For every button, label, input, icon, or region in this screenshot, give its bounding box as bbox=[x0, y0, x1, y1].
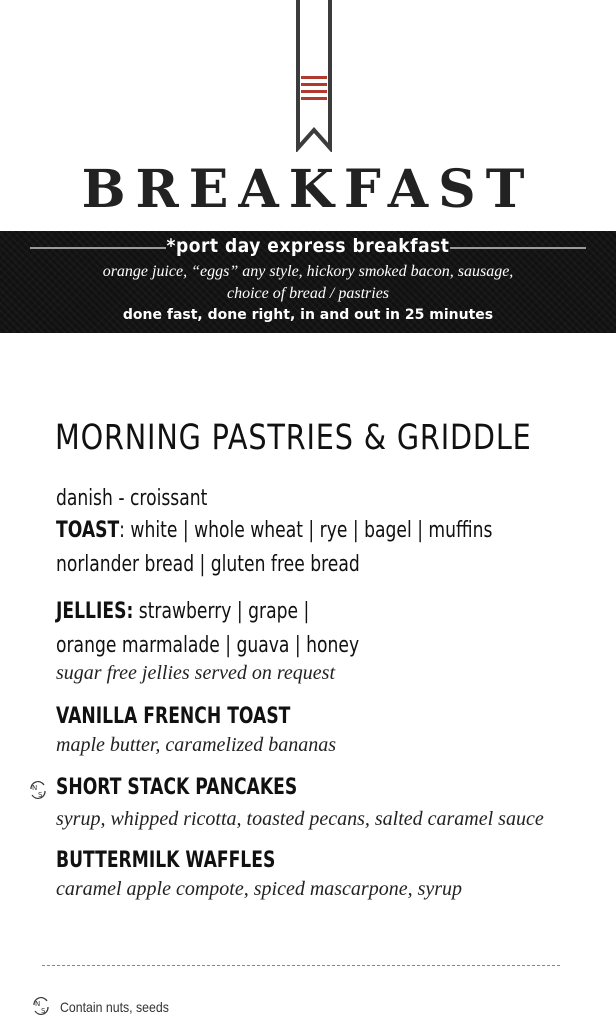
footer-divider bbox=[42, 965, 560, 966]
toast-line bbox=[56, 518, 616, 543]
banner-description-line-1: orange juice, “eggs” any style, hickory smoked bacon, sausage, bbox=[102, 263, 514, 280]
jellies-line-2 bbox=[56, 633, 445, 658]
express-breakfast-banner bbox=[0, 231, 616, 333]
menu-item-pancakes-description bbox=[56, 808, 544, 831]
toast-options-2: norlander bread | gluten free bread bbox=[56, 552, 360, 577]
menu-item-description: caramel apple compote, spiced mascarpone, syrup bbox=[56, 878, 463, 900]
menu-item-waffles-description bbox=[56, 878, 462, 901]
svg-text:S: S bbox=[38, 791, 43, 799]
jellies-label: JELLIES: bbox=[56, 599, 134, 624]
svg-text:S: S bbox=[41, 1007, 46, 1015]
menu-item-french-toast bbox=[56, 704, 357, 729]
banner-description-line-2: choice of bread / pastries bbox=[226, 285, 390, 302]
banner-title-row bbox=[0, 235, 616, 261]
jellies-options-2: orange marmalade | guava | honey bbox=[56, 633, 360, 658]
jellies-line bbox=[56, 599, 381, 624]
menu-item-waffles bbox=[56, 848, 337, 873]
jellies-text bbox=[56, 599, 309, 624]
banner-description bbox=[40, 261, 576, 305]
section-title: MORNING PASTRIES & GRIDDLE bbox=[55, 418, 532, 458]
page-title: BREAKFAST bbox=[81, 159, 535, 220]
menu-item-pancakes bbox=[56, 775, 365, 800]
jellies-note bbox=[56, 662, 335, 685]
legend-text: Contain nuts, seeds bbox=[60, 999, 169, 1015]
svg-text:N: N bbox=[35, 1000, 41, 1008]
menu-item-name: BUTTERMILK WAFFLES bbox=[56, 848, 276, 873]
nuts-seeds-icon bbox=[31, 996, 51, 1016]
nuts-seeds-icon bbox=[28, 780, 48, 800]
banner-title: *port day express breakfast bbox=[166, 235, 450, 257]
toast-text bbox=[56, 518, 492, 543]
toast-options: : white | whole wheat | rye | bagel | muffins bbox=[119, 518, 493, 543]
jellies-options: strawberry | grape | bbox=[133, 599, 310, 624]
ribbon-bookmark-icon bbox=[296, 0, 332, 152]
toast-label: TOAST bbox=[56, 518, 120, 543]
svg-text:N: N bbox=[32, 784, 38, 792]
menu-item-french-toast-description bbox=[56, 734, 336, 757]
pastries-line bbox=[56, 486, 250, 511]
toast-line-2 bbox=[56, 552, 445, 577]
pastries-text: danish - croissant bbox=[56, 486, 208, 511]
banner-tagline: done fast, done right, in and out in 25 minutes bbox=[122, 307, 494, 323]
menu-item-description: syrup, whipped ricotta, toasted pecans, salted caramel sauce bbox=[56, 808, 544, 830]
menu-item-description: maple butter, caramelized bananas bbox=[56, 734, 336, 756]
menu-item-name: SHORT STACK PANCAKES bbox=[56, 775, 298, 800]
jellies-note-text: sugar free jellies served on request bbox=[56, 662, 336, 684]
menu-item-name: VANILLA FRENCH TOAST bbox=[56, 704, 291, 729]
